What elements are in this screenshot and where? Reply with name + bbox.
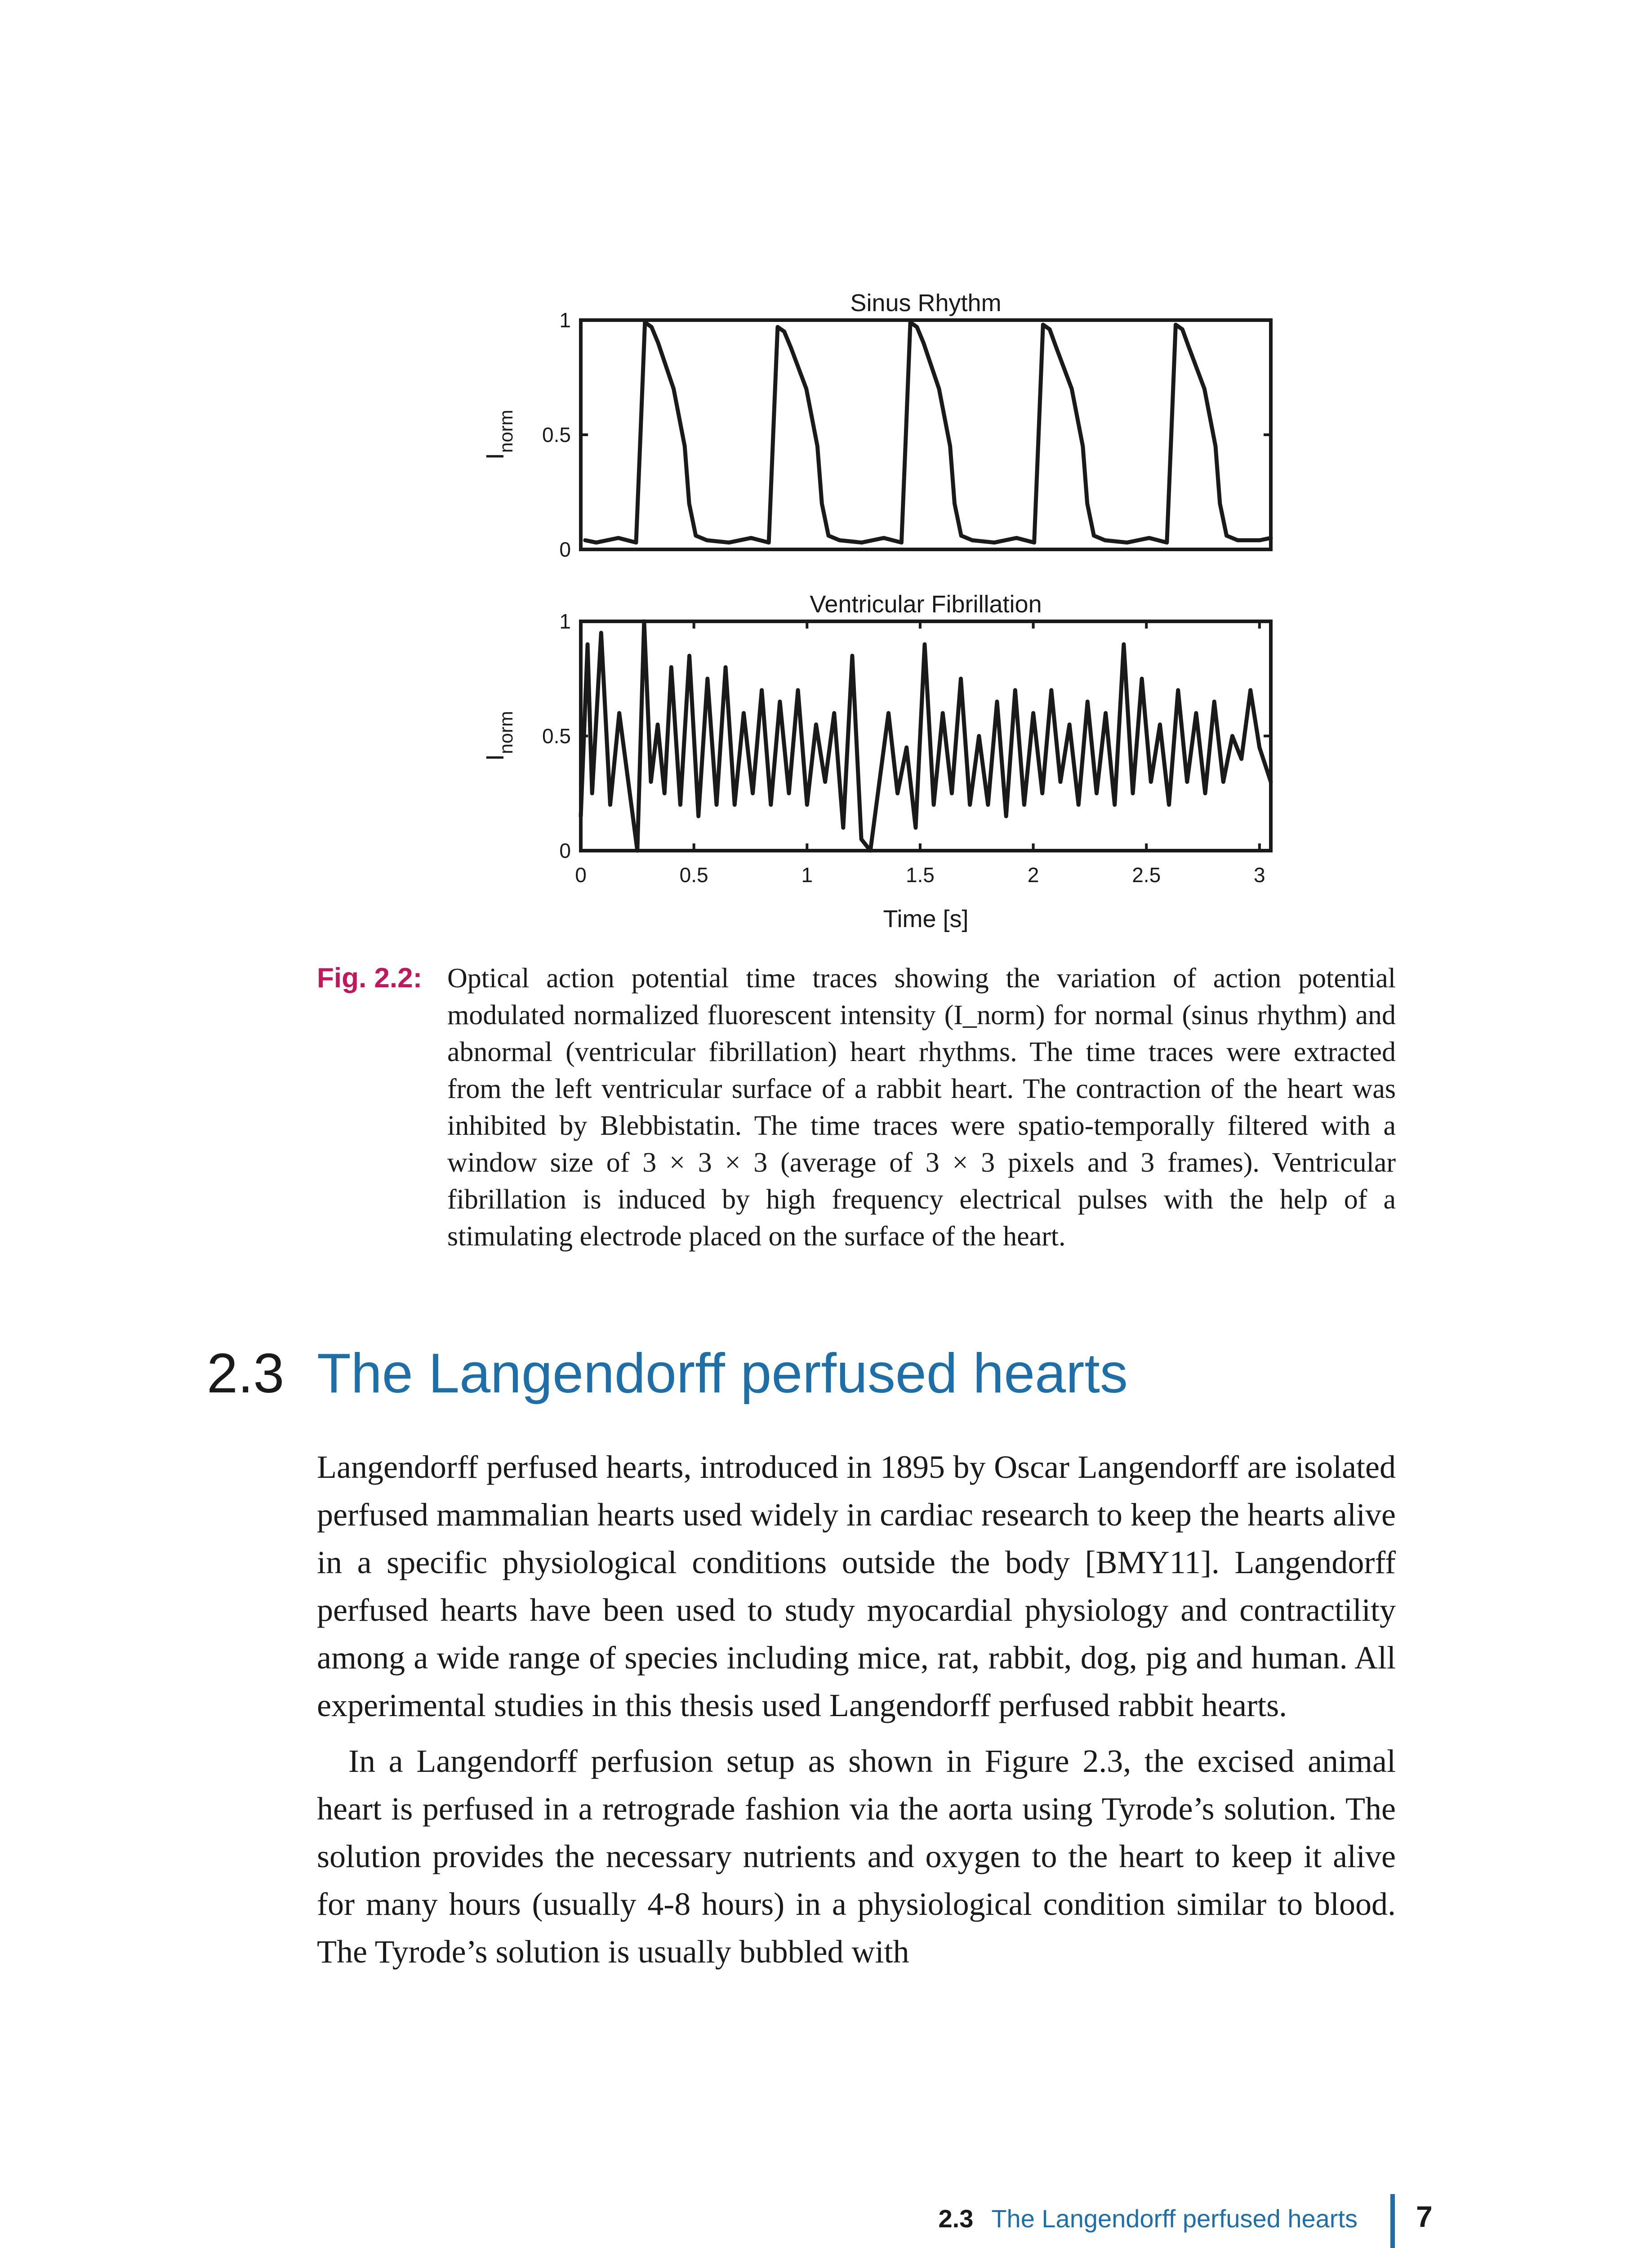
section-title: The Langendorff perfused hearts [317,1343,1128,1405]
series-line [585,322,1271,543]
section-heading [207,1340,1420,1407]
body-text [317,1443,1396,1976]
caption-text: Optical action potential time traces showing the variation of action potential modulated normalized fluorescent intensity (I_norm) for normal (sinus rhythm) and abnormal (ventricular fibrillation) heart rhythms. The time traces were extracted from the left ventricular surface of a rabbit heart. The contraction of the heart was inhibited by Blebbistatin. The time traces were spatio-temporally filtered with a window size of 3 × 3 × 3 (average of 3 × 3 pixels and 3 frames). Ventricular fibrillation is induced by high frequency electrical pulses with the help of a stimulating electrode placed on the surface of the heart. [447,963,1396,1252]
y-tick-label: 0.5 [542,423,571,446]
footer-section-number: 2.3 [938,2204,974,2233]
y-tick-label: 0.5 [542,724,571,748]
figure-svg [450,270,1326,944]
page-number: 7 [1416,2200,1433,2233]
y-axis-label [481,410,517,459]
x-tick-label: 0.5 [679,863,708,887]
x-tick-label: 1 [801,863,813,887]
y-axis-label [481,711,517,761]
paragraph: In a Langendorff perfusion setup as shown in Figure 2.3, the excised animal heart is perfused in a retrograde fashion via the aorta using Tyrode’s solution. The solution provides the necessary nutrients and oxygen to the heart to keep it alive for many hours (usually 4-8 hours) in a physiological condition similar to blood. The Tyrode’s solution is usually bubbled with [317,1743,1396,1970]
x-tick-label: 3 [1254,863,1265,887]
x-tick-label: 2.5 [1132,863,1161,887]
y-tick-label: 0 [559,839,571,862]
y-axis-label-subscript: norm [495,711,517,754]
x-tick-label: 0 [575,863,587,887]
y-tick-label: 1 [559,610,571,633]
footer-rule [1390,2194,1395,2248]
paragraph: Langendorff perfused hearts, introduced in 1895 by Oscar Langendorff are isolated perfused mammalian hearts used widely in cardiac research to keep the hearts alive in a specific physiological conditions outside the body [BMY11]. Langendorff perfused hearts have been used to study myocardial physiology and contractility among a wide range of species including mice, rat, rabbit, dog, pig and human. All experimental studies in this thesis used Langendorff perfused rabbit hearts. [317,1449,1396,1723]
x-tick-label: 2 [1027,863,1039,887]
y-tick-label: 0 [559,538,571,561]
series-line [581,621,1271,851]
footer-section-title: The Langendorff perfused hearts [991,2204,1358,2233]
running-footer [719,2203,1358,2235]
y-tick-label: 1 [559,308,571,332]
figure-caption [317,960,1396,1255]
y-axis-label-subscript: norm [495,410,517,453]
figure-label: Fig. 2.2: [317,963,423,994]
y-axis-label-main: I [481,754,509,761]
x-axis-label: Time [s] [883,905,969,932]
chart-title: Sinus Rhythm [850,290,1002,317]
figure-action-potential-traces [450,270,1326,944]
chart-title: Ventricular Fibrillation [810,591,1042,618]
x-tick-label: 1.5 [905,863,935,887]
section-number: 2.3 [207,1343,285,1405]
y-axis-label-main: I [481,453,509,460]
